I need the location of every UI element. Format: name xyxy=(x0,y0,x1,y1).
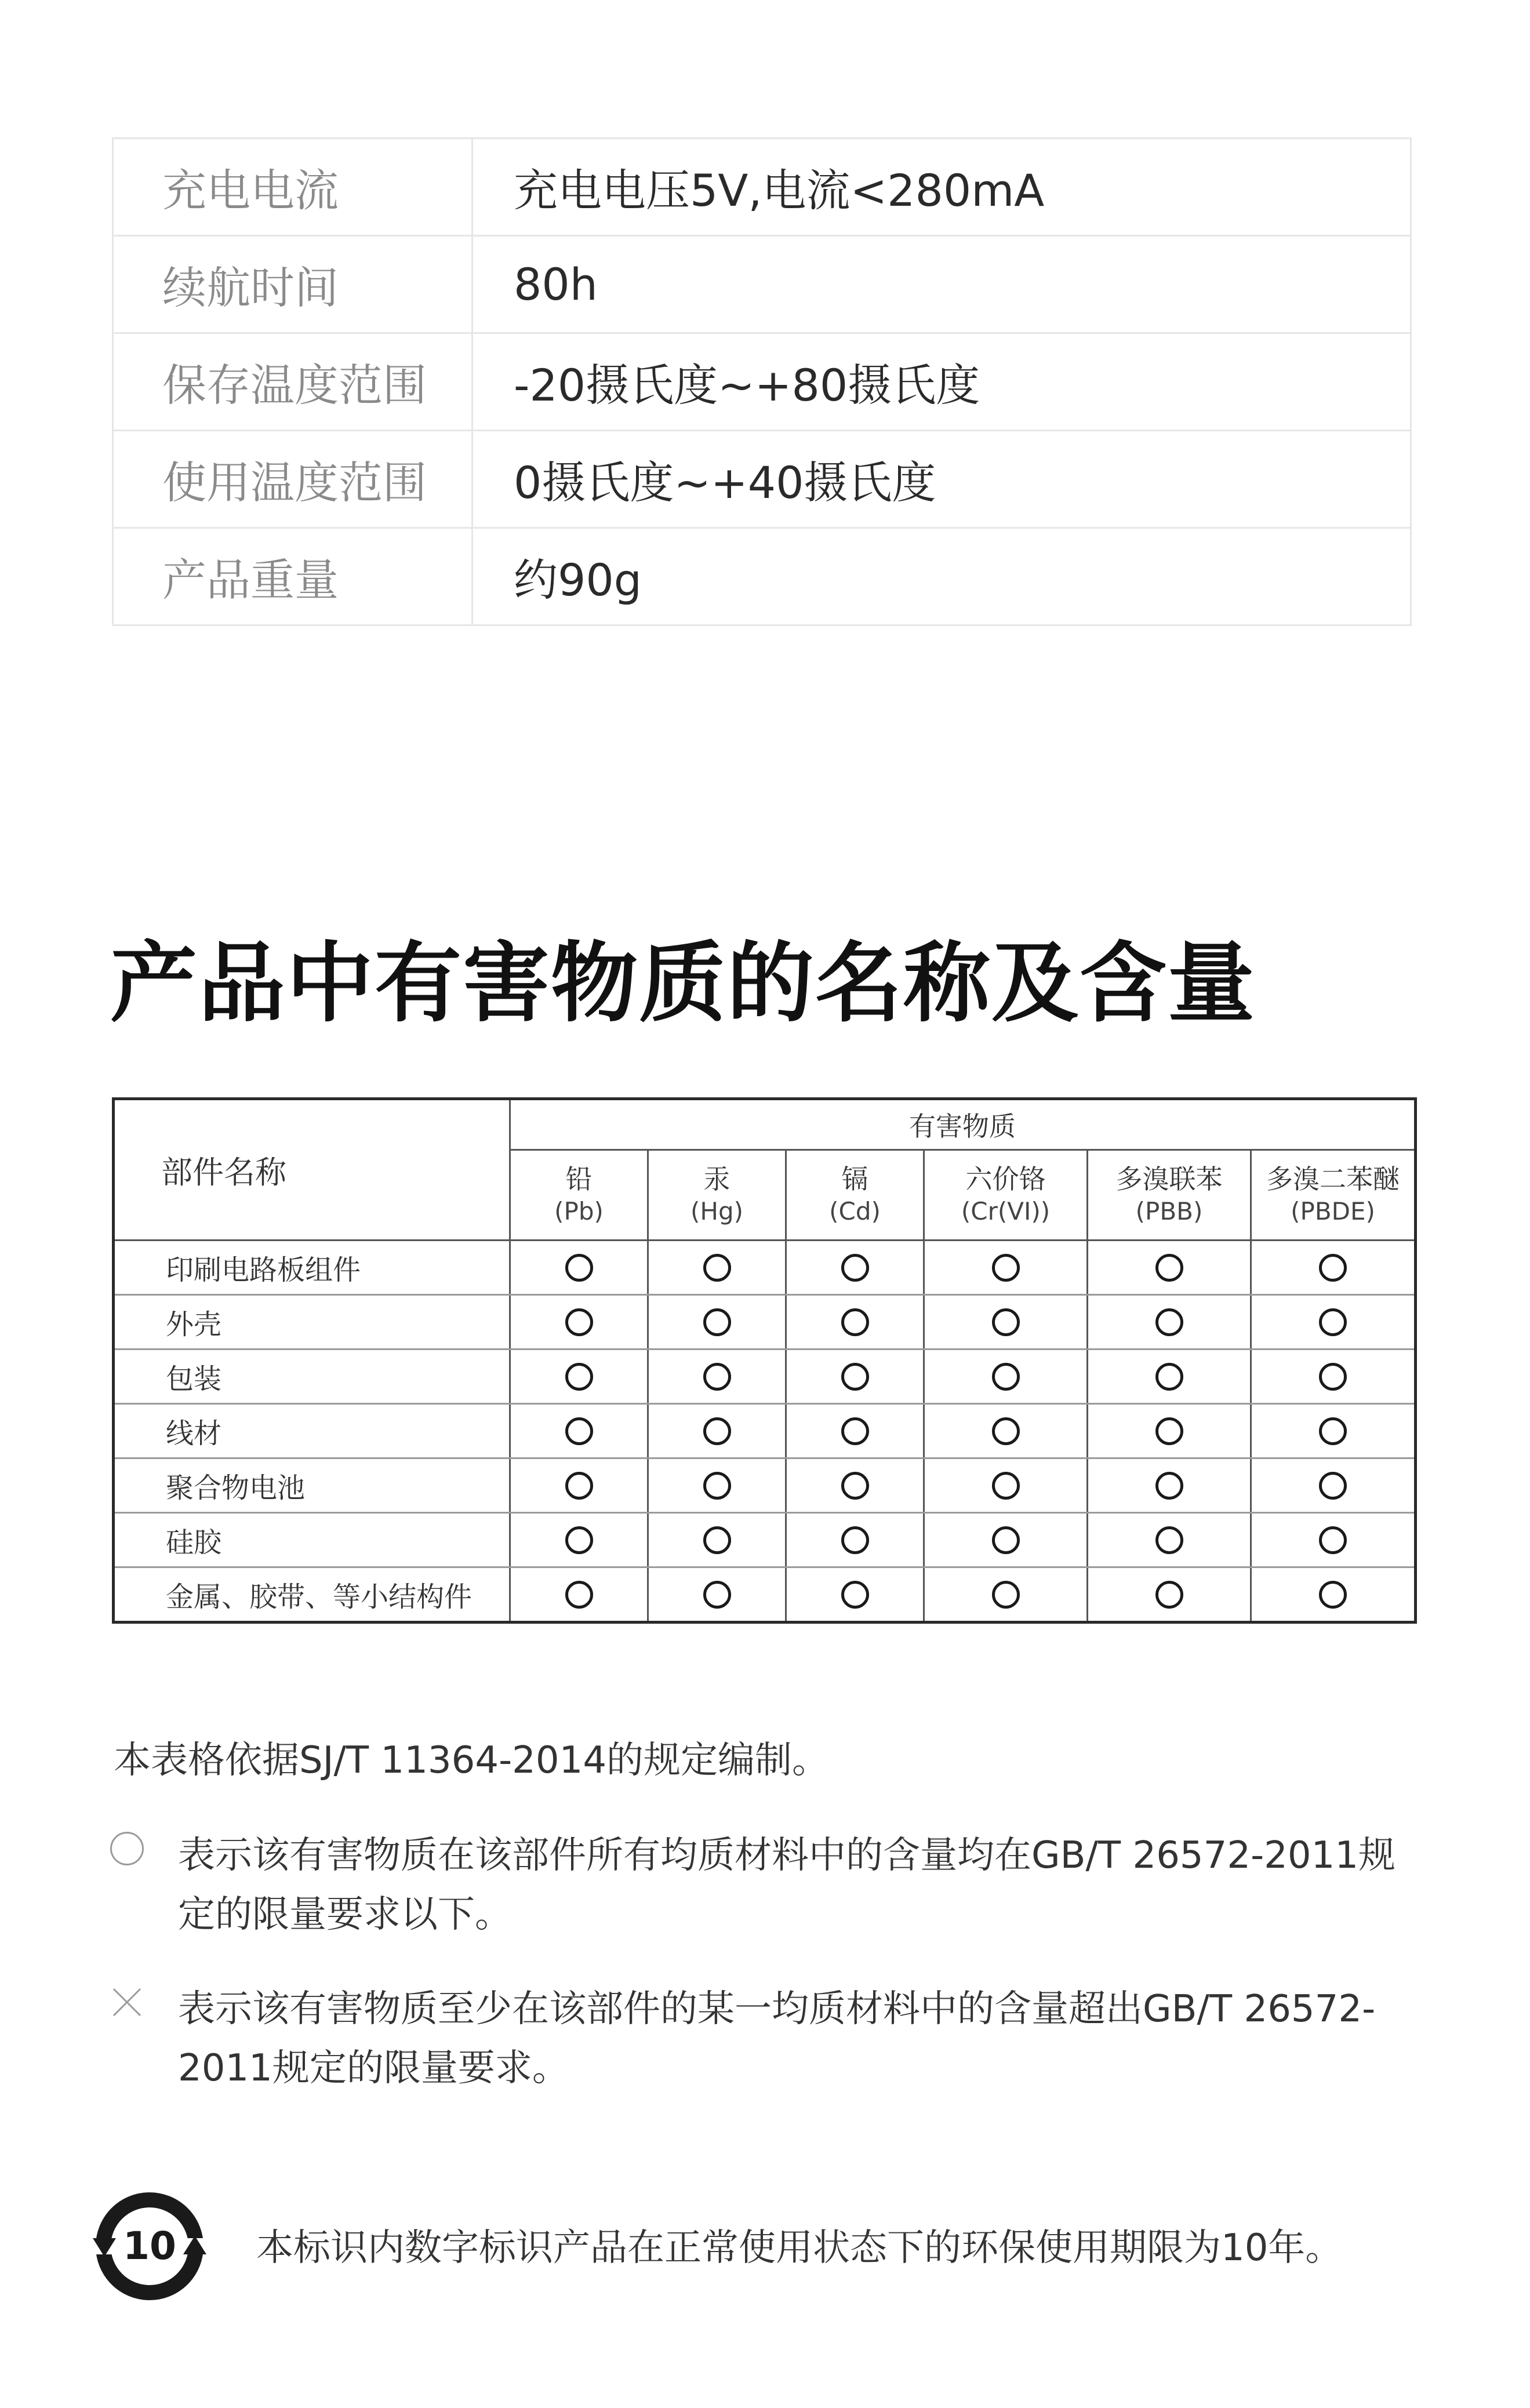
substance-cell xyxy=(786,1404,924,1458)
spec-row xyxy=(113,431,1411,528)
substance-name: 多溴二苯醚 xyxy=(1266,1163,1400,1195)
spec-row xyxy=(113,333,1411,431)
table-row xyxy=(114,1350,1416,1404)
substance-cell xyxy=(786,1295,924,1350)
substance-cell xyxy=(924,1350,1088,1404)
substance-name: 六价铬 xyxy=(965,1163,1046,1195)
part-name: 外壳 xyxy=(114,1295,510,1350)
substance-cell xyxy=(786,1458,924,1513)
substance-cell xyxy=(510,1513,648,1567)
circle-mark-icon xyxy=(841,1581,869,1609)
substance-cell xyxy=(510,1350,648,1404)
circle-mark-icon xyxy=(565,1472,593,1500)
substance-cell xyxy=(786,1513,924,1567)
circle-mark-icon xyxy=(1155,1363,1183,1391)
circle-mark-icon xyxy=(703,1581,731,1609)
spec-row xyxy=(113,236,1411,333)
circle-mark-icon xyxy=(703,1472,731,1500)
circle-mark-icon xyxy=(1155,1526,1183,1554)
circle-mark-icon xyxy=(1155,1472,1183,1500)
circle-mark-icon xyxy=(1319,1526,1347,1554)
substance-cell xyxy=(924,1567,1088,1623)
circle-mark-icon xyxy=(992,1417,1020,1445)
substance-formula: (Hg) xyxy=(690,1196,743,1225)
table-row xyxy=(114,1241,1416,1295)
substance-header xyxy=(510,1150,648,1241)
circle-mark-icon xyxy=(1155,1581,1183,1609)
substance-header xyxy=(1251,1150,1416,1241)
substance-cell xyxy=(648,1295,786,1350)
substance-cell xyxy=(924,1241,1088,1295)
circle-mark-icon xyxy=(1319,1417,1347,1445)
circle-mark-icon xyxy=(703,1417,731,1445)
substance-cell xyxy=(648,1513,786,1567)
part-name: 硅胶 xyxy=(114,1513,510,1567)
substance-formula: (Cr(VI)) xyxy=(961,1196,1051,1225)
circle-mark-icon xyxy=(841,1526,869,1554)
circle-mark-icon xyxy=(841,1363,869,1391)
substance-cell xyxy=(1088,1241,1251,1295)
substance-cell xyxy=(1251,1567,1416,1623)
spec-label: 使用温度范围 xyxy=(113,431,473,528)
circle-mark-icon xyxy=(565,1417,593,1445)
substance-formula: (Pb) xyxy=(554,1196,604,1225)
circle-mark-icon xyxy=(703,1308,731,1336)
substance-cell xyxy=(924,1458,1088,1513)
substance-cell xyxy=(786,1241,924,1295)
part-name: 金属、胶带、等小结构件 xyxy=(114,1567,510,1623)
spec-value: -20摄氏度~+80摄氏度 xyxy=(473,333,1411,431)
table-row xyxy=(114,1513,1416,1567)
circle-mark-icon xyxy=(841,1254,869,1282)
spec-value: 充电电压5V,电流<280mA xyxy=(473,139,1411,236)
circle-mark-icon xyxy=(565,1581,593,1609)
spec-row xyxy=(113,528,1411,625)
spec-value: 0摄氏度~+40摄氏度 xyxy=(473,431,1411,528)
substance-cell xyxy=(786,1567,924,1623)
substance-cell xyxy=(1251,1350,1416,1404)
substance-cell xyxy=(648,1350,786,1404)
standard-basis-note: 本表格依据SJ/T 11364-2014的规定编制。 xyxy=(114,1739,830,1782)
cross-legend-text: 表示该有害物质至少在该部件的某一均质材料中的含量超出GB/T 26572-2011规定的限量要求。 xyxy=(178,1988,1376,2090)
substance-name: 镉 xyxy=(841,1163,868,1195)
substance-group-header: 有害物质 xyxy=(510,1099,1416,1150)
substance-cell xyxy=(1088,1404,1251,1458)
substance-name: 铅 xyxy=(565,1163,593,1195)
substance-cell xyxy=(510,1458,648,1513)
spec-row xyxy=(113,139,1411,236)
circle-mark-icon xyxy=(1319,1308,1347,1336)
circle-icon xyxy=(110,1832,144,1865)
substance-formula: (Cd) xyxy=(829,1196,881,1225)
substance-cell xyxy=(1088,1567,1251,1623)
circle-mark-icon xyxy=(703,1363,731,1391)
substance-cell xyxy=(510,1567,648,1623)
substance-formula: (PBB) xyxy=(1135,1196,1203,1225)
substance-cell xyxy=(1088,1350,1251,1404)
substance-cell xyxy=(1251,1295,1416,1350)
hazard-table xyxy=(112,1097,1417,1624)
circle-mark-icon xyxy=(703,1254,731,1282)
circle-mark-icon xyxy=(1155,1417,1183,1445)
circle-mark-icon xyxy=(992,1254,1020,1282)
substance-cell xyxy=(1088,1458,1251,1513)
substance-cell xyxy=(924,1513,1088,1567)
circle-mark-icon xyxy=(1319,1581,1347,1609)
circle-mark-icon xyxy=(1155,1308,1183,1336)
table-row xyxy=(114,1404,1416,1458)
part-name: 包装 xyxy=(114,1350,510,1404)
substance-cell xyxy=(510,1404,648,1458)
circle-mark-icon xyxy=(841,1472,869,1500)
circle-mark-icon xyxy=(565,1526,593,1554)
substance-cell xyxy=(786,1350,924,1404)
part-name: 聚合物电池 xyxy=(114,1458,510,1513)
spec-label: 保存温度范围 xyxy=(113,333,473,431)
spec-label: 产品重量 xyxy=(113,528,473,625)
substance-cell xyxy=(648,1241,786,1295)
efup-number: 10 xyxy=(123,2224,176,2268)
table-row xyxy=(114,1567,1416,1623)
part-name-header: 部件名称 xyxy=(114,1099,510,1241)
part-name: 印刷电路板组件 xyxy=(114,1241,510,1295)
substance-header xyxy=(648,1150,786,1241)
substance-cell xyxy=(924,1295,1088,1350)
circle-legend-text: 表示该有害物质在该部件所有均质材料中的含量均在GB/T 26572-2011规定的限量要求以下。 xyxy=(178,1834,1396,1936)
circle-mark-icon xyxy=(992,1472,1020,1500)
part-name: 线材 xyxy=(114,1404,510,1458)
substance-formula: (PBDE) xyxy=(1291,1196,1375,1225)
spec-value: 80h xyxy=(473,236,1411,333)
substance-cell xyxy=(510,1295,648,1350)
circle-mark-icon xyxy=(992,1581,1020,1609)
efup-text: 本标识内数字标识产品在正常使用状态下的环保使用期限为10年。 xyxy=(256,2227,1343,2269)
substance-cell xyxy=(1251,1404,1416,1458)
hazard-header-row xyxy=(114,1099,1416,1150)
substance-name: 汞 xyxy=(703,1163,731,1195)
circle-mark-icon xyxy=(992,1308,1020,1336)
section-heading: 产品中有害物质的名称及含量 xyxy=(110,933,1256,1034)
substance-cell xyxy=(1251,1513,1416,1567)
circle-mark-icon xyxy=(1319,1472,1347,1500)
circle-mark-icon xyxy=(992,1526,1020,1554)
substance-cell xyxy=(648,1458,786,1513)
circle-mark-icon xyxy=(841,1417,869,1445)
substance-header xyxy=(786,1150,924,1241)
table-row xyxy=(114,1295,1416,1350)
circle-mark-icon xyxy=(565,1363,593,1391)
circle-mark-icon xyxy=(1319,1363,1347,1391)
hazard-table-body xyxy=(114,1241,1416,1623)
circle-mark-icon xyxy=(565,1254,593,1282)
substance-cell xyxy=(1251,1241,1416,1295)
spec-label: 续航时间 xyxy=(113,236,473,333)
substance-cell xyxy=(924,1404,1088,1458)
spec-value: 约90g xyxy=(473,528,1411,625)
substance-cell xyxy=(648,1567,786,1623)
substance-header xyxy=(924,1150,1088,1241)
table-row xyxy=(114,1458,1416,1513)
circle-mark-icon xyxy=(992,1363,1020,1391)
substance-cell xyxy=(648,1404,786,1458)
circle-mark-icon xyxy=(1319,1254,1347,1282)
spec-label: 充电电流 xyxy=(113,139,473,236)
substance-cell xyxy=(510,1241,648,1295)
spec-table xyxy=(112,137,1412,626)
substance-cell xyxy=(1088,1295,1251,1350)
substance-cell xyxy=(1088,1513,1251,1567)
substance-name: 多溴联苯 xyxy=(1115,1163,1223,1195)
circle-mark-icon xyxy=(1155,1254,1183,1282)
circle-mark-icon xyxy=(841,1308,869,1336)
circle-mark-icon xyxy=(703,1526,731,1554)
cross-icon xyxy=(110,1985,144,2019)
substance-cell xyxy=(1251,1458,1416,1513)
efup-recycle-10-icon xyxy=(92,2188,208,2304)
circle-mark-icon xyxy=(565,1308,593,1336)
substance-header xyxy=(1088,1150,1251,1241)
